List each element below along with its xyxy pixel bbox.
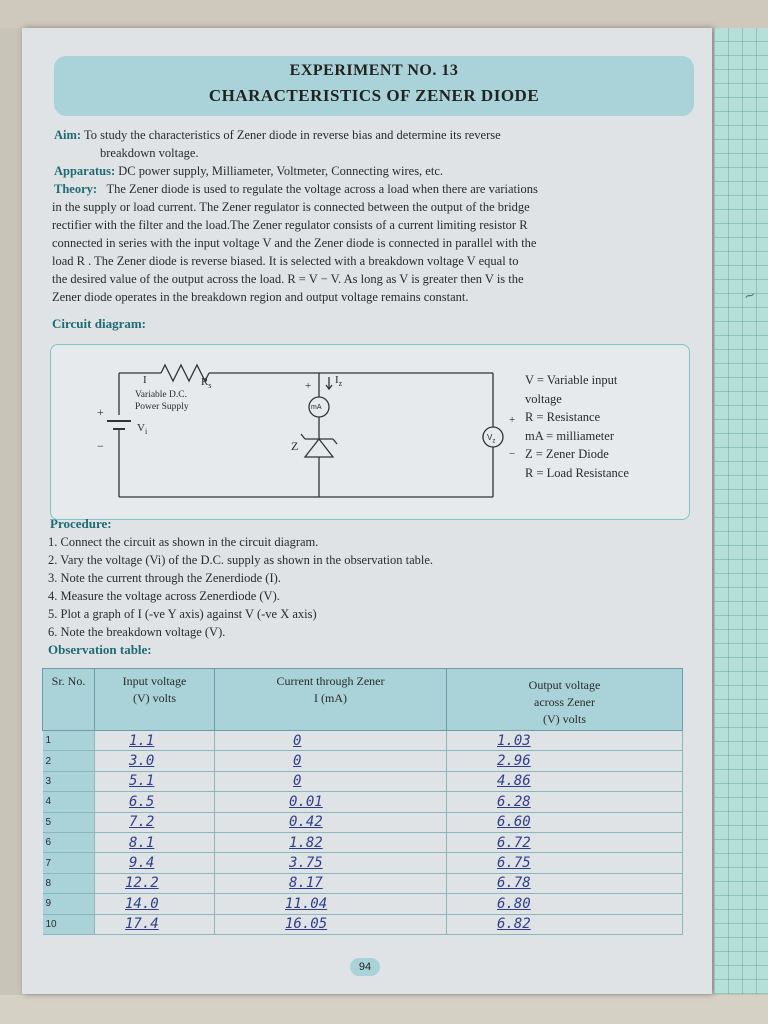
- col-header-text: across Zener: [534, 695, 595, 709]
- col-header-text: Current through Zener: [276, 674, 385, 688]
- theory-text-1: The Zener diode is used to regulate the voltage across a load when there are variations: [106, 182, 538, 196]
- label-i: I: [143, 374, 147, 386]
- col-input-voltage: [95, 669, 215, 731]
- cell-current: 0: [215, 731, 447, 751]
- label-iz: [335, 371, 342, 393]
- table-header-row: [43, 669, 683, 731]
- circuit-diagram-box: [50, 344, 690, 520]
- cell-sr: 3: [43, 771, 95, 791]
- cell-sr: 4: [43, 792, 95, 812]
- label-iz-sub: z: [338, 379, 343, 389]
- procedure-step-3: 3. Note the current through the Zenerdiode (I).: [48, 571, 281, 585]
- theory-text-5: load R . The Zener diode is reverse biased. It is selected with a breakdown voltage V equal to: [52, 254, 519, 268]
- legend-item: voltage: [525, 391, 562, 406]
- label-vi-sub: i: [144, 427, 148, 437]
- label-rs: [201, 373, 211, 395]
- procedure-step-1: 1. Connect the circuit as shown in the circuit diagram.: [48, 535, 319, 549]
- legend-item: mA = milliameter: [525, 428, 614, 443]
- table-row: [43, 853, 683, 873]
- cell-sr: 10: [43, 914, 95, 934]
- label-vi: [137, 419, 147, 441]
- apparatus-line: [54, 162, 443, 180]
- col-header-text: Input voltage: [122, 674, 187, 688]
- cell-output: 6.78: [447, 873, 683, 893]
- label-battery-plus: +: [97, 405, 104, 419]
- table-row: [43, 894, 683, 914]
- table-row: [43, 873, 683, 893]
- col-header-text: I (mA): [314, 691, 347, 705]
- table-row: [43, 832, 683, 852]
- cell-current: 0: [215, 751, 447, 771]
- col-header-text: (V) volts: [543, 712, 586, 726]
- background-bottom: [0, 995, 768, 1024]
- cell-sr: 1: [43, 731, 95, 751]
- procedure-step-2: 2. Vary the voltage (Vi) of the D.C. supply as shown in the observation table.: [48, 553, 434, 567]
- legend-item: V = Variable input: [525, 373, 618, 387]
- experiment-header: [54, 56, 694, 116]
- table-row: [43, 771, 683, 791]
- book-page: [22, 28, 712, 994]
- theory-text-2: in the supply or load current. The Zener regulator is connected between the output of the bridge: [52, 200, 530, 214]
- observation-heading: Observation table:: [48, 642, 152, 657]
- cell-output: 6.80: [447, 894, 683, 914]
- cell-output: 2.96: [447, 751, 683, 771]
- cell-sr: 7: [43, 853, 95, 873]
- theory-text-3: rectifier with the filter and the load.The Zener regulator consists of a current limiting resistor R: [52, 218, 528, 232]
- cell-current: 0.01: [215, 792, 447, 812]
- label-voltmeter-plus: +: [509, 414, 516, 426]
- theory-text-7: Zener diode operates in the breakdown region and output voltage remains constant.: [52, 290, 469, 304]
- theory-text-6: the desired value of the output across the load. R = V − V. As long as V is greater then V is the: [52, 272, 524, 286]
- label-supply-1: Variable D.C.: [135, 390, 187, 400]
- table-row: [43, 792, 683, 812]
- table-row: [43, 914, 683, 934]
- label-battery-minus: −: [97, 439, 104, 453]
- label-ma: mA: [311, 404, 322, 411]
- cell-input: 5.1: [95, 771, 215, 791]
- col-sr-no: [43, 669, 95, 731]
- aim-line-1: [54, 126, 501, 144]
- cell-current: 3.75: [215, 853, 447, 873]
- cell-sr: 8: [43, 873, 95, 893]
- label-voltmeter-minus: −: [509, 448, 516, 460]
- cell-sr: 6: [43, 832, 95, 852]
- experiment-number: EXPERIMENT NO. 13: [289, 62, 459, 79]
- label-iz-main: I: [335, 374, 339, 386]
- aim-text-2: breakdown voltage.: [100, 146, 199, 160]
- col-header-text: (V) volts: [133, 691, 176, 705]
- cell-current: 0.42: [215, 812, 447, 832]
- cell-output: 6.60: [447, 812, 683, 832]
- zener-triangle: [305, 439, 333, 457]
- cell-output: 1.03: [447, 731, 683, 751]
- cell-output: 6.82: [447, 914, 683, 934]
- cell-input: 1.1: [95, 731, 215, 751]
- experiment-title: CHARACTERISTICS OF ZENER DIODE: [208, 86, 540, 105]
- cell-input: 14.0: [95, 894, 215, 914]
- label-supply-2: Power Supply: [135, 402, 189, 412]
- theory-label: Theory:: [54, 182, 98, 196]
- cell-input: 7.2: [95, 812, 215, 832]
- col-zener-current: [215, 669, 447, 731]
- label-vz-main: V: [487, 433, 493, 442]
- circuit-legend: [525, 371, 629, 483]
- background-top: [0, 0, 768, 28]
- circuit-heading: Circuit diagram:: [52, 316, 146, 331]
- cell-current: 11.04: [215, 894, 447, 914]
- table-row: [43, 731, 683, 751]
- label-ammeter-plus: +: [305, 380, 312, 392]
- theory-text-4: connected in series with the input voltage V and the Zener diode is connected in parallel with the: [52, 236, 537, 250]
- adjacent-graph-page: [714, 28, 768, 994]
- col-header-text: Sr. No.: [51, 674, 86, 688]
- legend-item: Z = Zener Diode: [525, 447, 609, 462]
- cell-input: 17.4: [95, 914, 215, 934]
- label-vz: [487, 429, 495, 451]
- label-rs-sub: s: [208, 381, 212, 391]
- label-vz-sub: z: [492, 438, 496, 445]
- apparatus-text: DC power supply, Milliameter, Voltmeter, Connecting wires, etc.: [118, 164, 443, 178]
- table-row: [43, 751, 683, 771]
- cell-current: 0: [215, 771, 447, 791]
- page-number: 94: [350, 958, 380, 976]
- cell-current: 16.05: [215, 914, 447, 934]
- cell-sr: 2: [43, 751, 95, 771]
- procedure-step-5: 5. Plot a graph of I (-ve Y axis) against V (-ve X axis): [48, 607, 317, 621]
- cell-current: 8.17: [215, 873, 447, 893]
- col-header-text: Output voltage: [528, 678, 601, 692]
- aim-label: Aim:: [54, 128, 82, 142]
- label-z: Z: [291, 439, 299, 453]
- cell-output: 6.72: [447, 832, 683, 852]
- col-output-voltage: [447, 669, 683, 731]
- legend-item: R = Resistance: [525, 410, 601, 425]
- cell-input: 3.0: [95, 751, 215, 771]
- cell-input: 9.4: [95, 853, 215, 873]
- label-rs-main: R: [201, 376, 209, 388]
- cell-output: 4.86: [447, 771, 683, 791]
- procedure-step-6: 6. Note the breakdown voltage (V).: [48, 625, 226, 639]
- observation-table: [42, 668, 683, 935]
- pen-mark: ~: [741, 286, 759, 306]
- legend-item: R = Load Resistance: [525, 465, 629, 480]
- cell-current: 1.82: [215, 832, 447, 852]
- cell-sr: 9: [43, 894, 95, 914]
- cell-output: 6.28: [447, 792, 683, 812]
- table-row: [43, 812, 683, 832]
- cell-input: 12.2: [95, 873, 215, 893]
- cell-input: 8.1: [95, 832, 215, 852]
- theory-line-1: [54, 180, 538, 198]
- procedure-heading: Procedure:: [50, 516, 112, 531]
- label-vi-main: V: [137, 422, 145, 434]
- current-arrow: [326, 377, 332, 389]
- procedure-step-4: 4. Measure the voltage across Zenerdiode (V).: [48, 589, 280, 603]
- apparatus-label: Apparatus:: [54, 164, 116, 178]
- cell-output: 6.75: [447, 853, 683, 873]
- cell-sr: 5: [43, 812, 95, 832]
- cell-input: 6.5: [95, 792, 215, 812]
- aim-text-1: To study the characteristics of Zener diode in reverse bias and determine its reverse: [83, 128, 501, 142]
